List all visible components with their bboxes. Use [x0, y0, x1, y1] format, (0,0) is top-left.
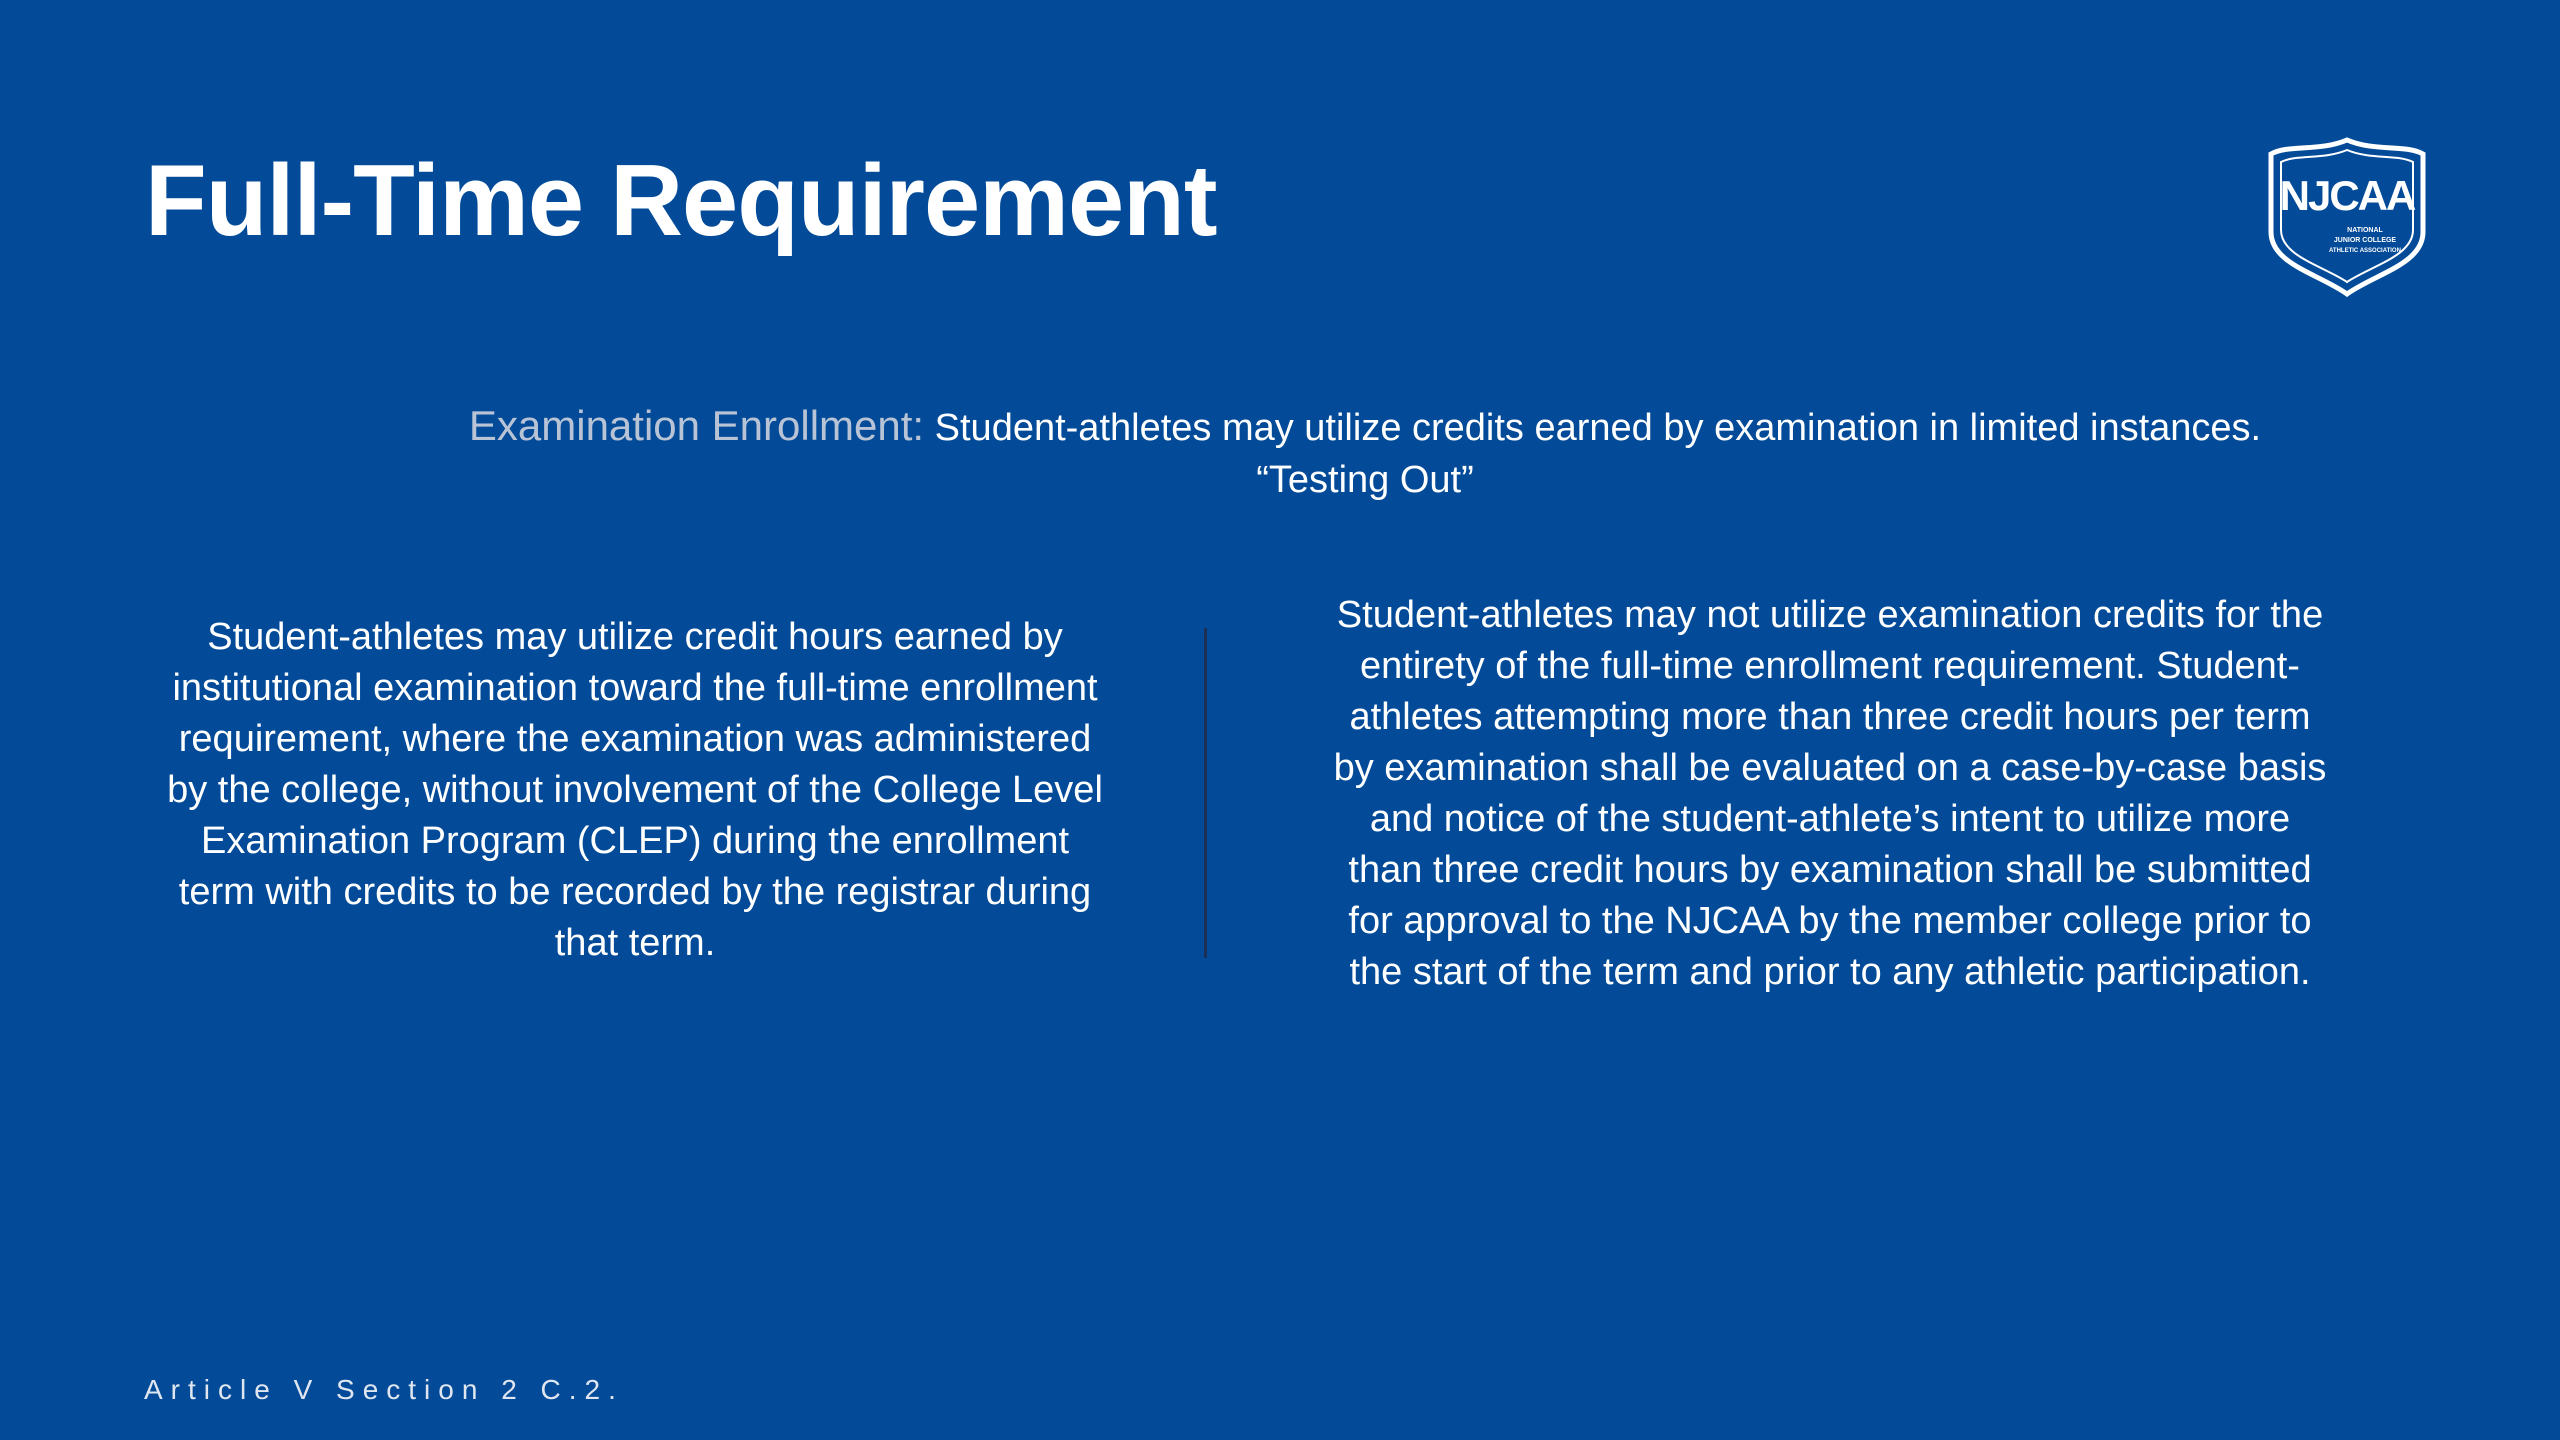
subtitle-text: Student-athletes may utilize credits earned by examination in limited instances. — [934, 407, 2262, 449]
svg-text:ATHLETIC ASSOCIATION: ATHLETIC ASSOCIATION — [2329, 248, 2401, 254]
column-divider — [1204, 628, 1207, 958]
svg-text:JUNIOR COLLEGE: JUNIOR COLLEGE — [2333, 237, 2397, 244]
subtitle-testing-out: “Testing Out” — [1256, 459, 1474, 501]
svg-text:NATIONAL: NATIONAL — [2347, 227, 2383, 234]
njcaa-logo — [2265, 134, 2430, 299]
slide-title: Full-Time Requirement — [145, 145, 1217, 257]
right-column-text: Student-athletes may not utilize examination credits for the entirety of the full-time enrollment requirement. Student-athletes attempting more than three credit hours per term by examination shall be evaluated on a case-by-case basis and notice of the student-athlete’s intent to utilize more than three credit hours by examination shall be submitted for approval to the NJCAA by the member college prior to the start of the term and prior to any athletic participation. — [1333, 594, 2327, 993]
svg-text:NJCAA: NJCAA — [2279, 172, 2415, 219]
left-column-text: Student-athletes may utilize credit hours earned by institutional examination toward the full-time enrollment requirement, where the examination was administered by the college, without involvement of the College Level Examination Program (CLEP) during the enrollment term with credits to be recorded by the registrar during that term. — [167, 616, 1103, 964]
slide-footer-reference: Article V Section 2 C.2. — [144, 1374, 624, 1405]
subtitle-label: Examination Enrollment: — [468, 402, 925, 449]
examination-enrollment-subtitle — [380, 400, 2350, 506]
